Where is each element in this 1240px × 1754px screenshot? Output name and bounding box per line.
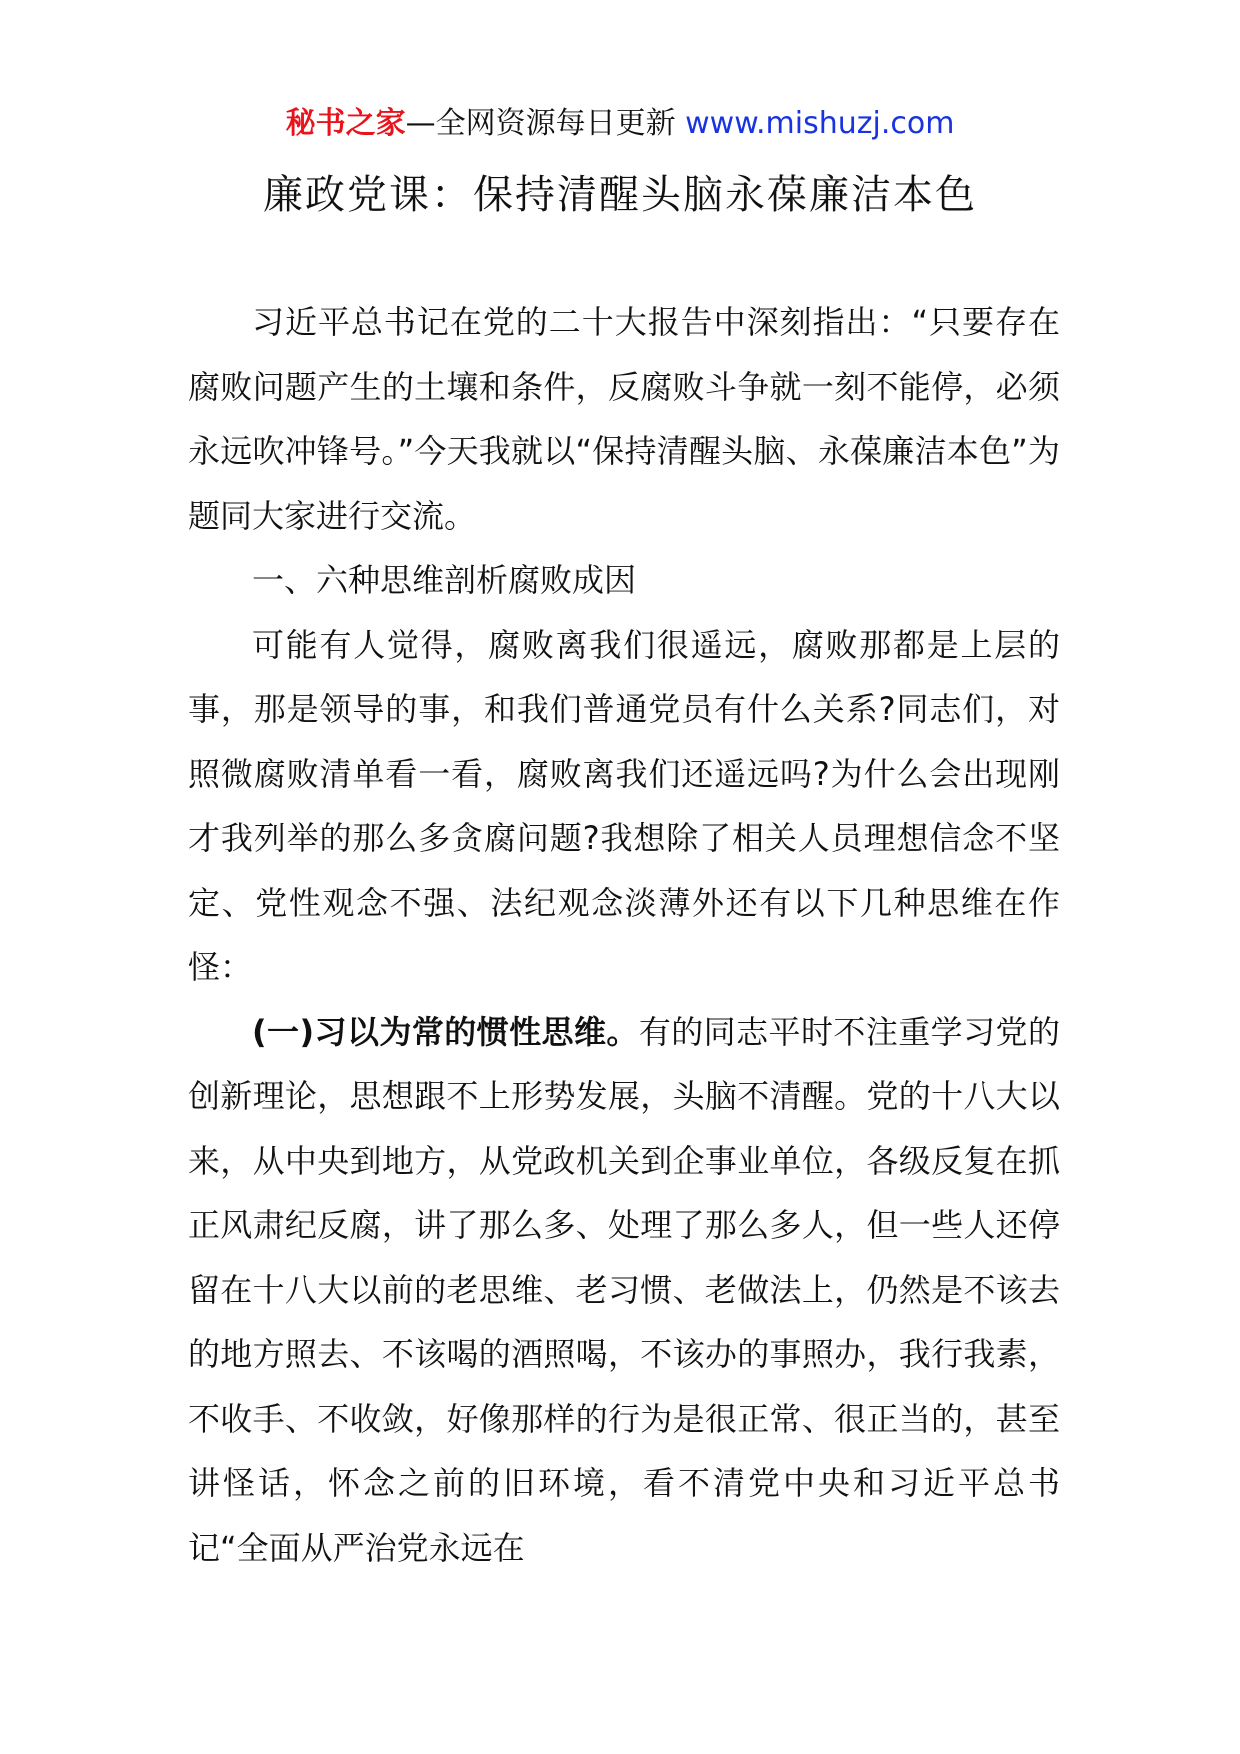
document-body bbox=[188, 290, 1060, 1580]
paragraph-2: 可能有人觉得，腐败离我们很遥远，腐败那都是上层的事，那是领导的事，和我们普通党员有什么关系?同志们，对照微腐败清单看一看，腐败离我们还遥远吗?为什么会出现刚才我列举的那么多贪腐问题?我想除了相关人员理想信念不坚定、党性观念不强、法纪观念淡薄外还有以下几种思维在作怪： bbox=[188, 625, 1060, 986]
paragraph-3 bbox=[188, 1000, 1060, 1581]
paragraph-3-text: 有的同志平时不注重学习党的创新理论，思想跟不上形势发展，头脑不清醒。党的十八大以来，从中央到地方，从党政机关到企事业单位，各级反复在抓正风肃纪反腐，讲了那么多、处理了那么多人，但一些人还停留在十八大以前的老思维、老习惯、老做法上，仍然是不该去的地方照去、不该喝的酒照喝，不该办的事照办，我行我素，不收手、不收敛，好像那样的行为是很正常、很正当的，甚至讲怪话，怀念之前的旧环境，看不清党中央和习近平总书记“全面从严治党永远在 bbox=[188, 1012, 1060, 1567]
site-header bbox=[0, 104, 1240, 144]
section-heading-1: 一、六种思维剖析腐败成因 bbox=[252, 561, 637, 599]
brand-name: 秘书之家 bbox=[285, 106, 406, 141]
paragraph-3-lead: (一)习以为常的惯性思维。 bbox=[252, 1012, 639, 1051]
site-url-link[interactable]: www.mishuzj.com bbox=[685, 106, 955, 141]
document-title: 廉政党课：保持清醒头脑永葆廉洁本色 bbox=[263, 172, 977, 218]
header-tagline: —全网资源每日更新 bbox=[405, 106, 686, 141]
paragraph-intro: 习近平总书记在党的二十大报告中深刻指出：“只要存在腐败问题产生的土壤和条件，反腐败斗争就一刻不能停，必须永远吹冲锋号。”今天我就以“保持清醒头脑、永葆廉洁本色”为题同大家进行交流。 bbox=[188, 303, 1060, 535]
